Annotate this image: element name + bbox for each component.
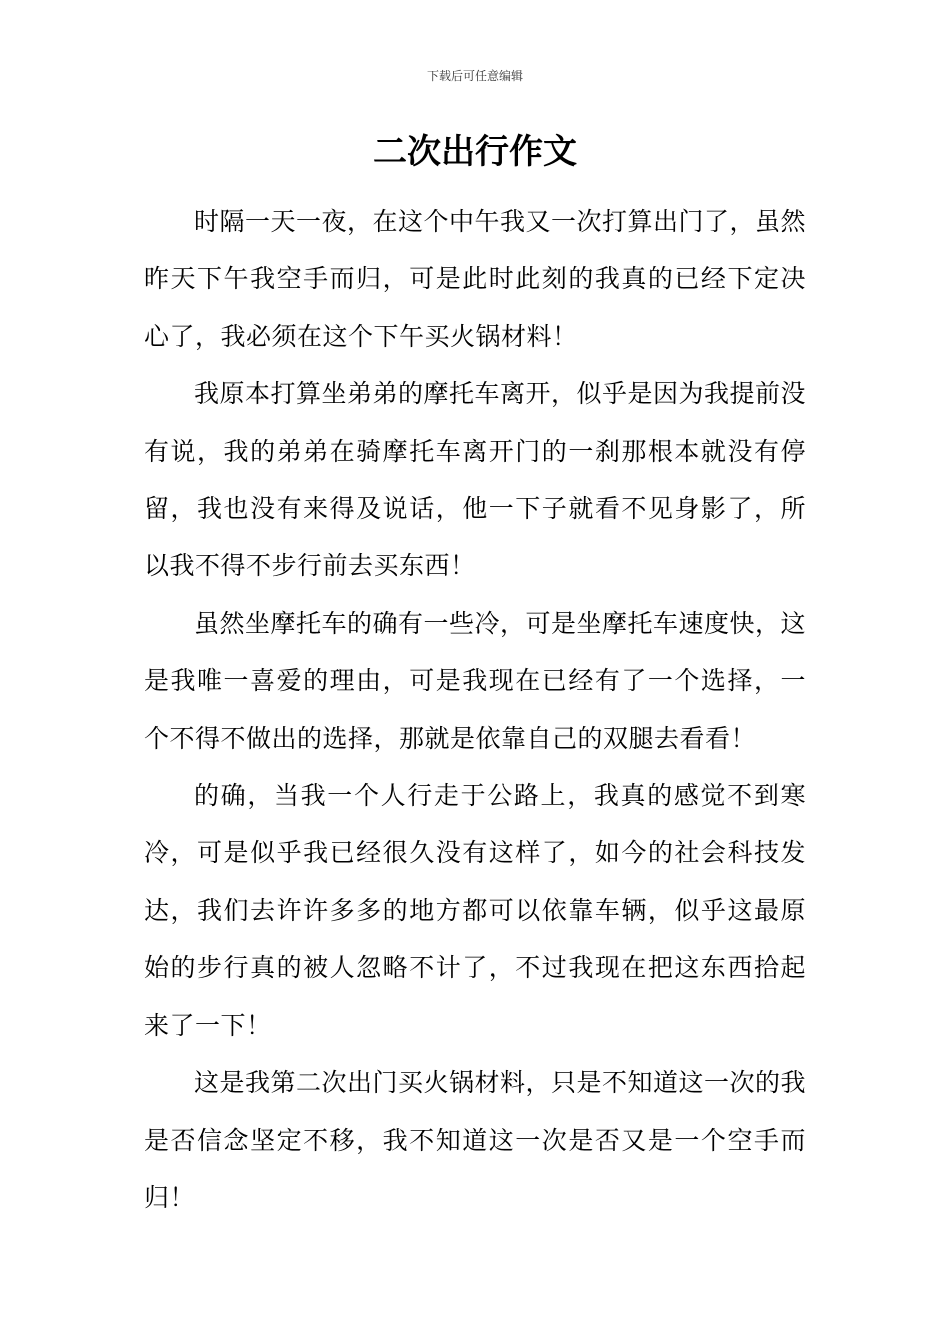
paragraph: 我原本打算坐弟弟的摩托车离开，似乎是因为我提前没有说，我的弟弟在骑摩托车离开门的一刹那根本就没有停留，我也没有来得及说话，他一下子就看不见身影了，所以我不得不步行前去买东西！ — [144, 379, 807, 581]
paragraph: 虽然坐摩托车的确有一些冷，可是坐摩托车速度快，这是我唯一喜爱的理由，可是我现在已经有了一个选择，一个不得不做出的选择，那就是依靠自己的双腿去看看！ — [144, 608, 807, 753]
paragraph: 这是我第二次出门买火锅材料，只是不知道这一次的我是否信念坚定不移，我不知道这一次是否又是一个空手而归！ — [144, 1068, 807, 1212]
paragraph: 时隔一天一夜，在这个中午我又一次打算出门了，虽然昨天下午我空手而归，可是此时此刻的我真的已经下定决心了，我必须在这个下午买火锅材料！ — [144, 207, 807, 351]
header-note: 下载后可任意编辑 — [426, 69, 523, 83]
paragraph: 的确，当我一个人行走于公路上，我真的感觉不到寒冷，可是似乎我已经很久没有这样了，如今的社会科技发达，我们去许许多多的地方都可以依靠车辆，似乎这最原始的步行真的被人忽略不计了，不过我现在把这东西拾起来了一下！ — [144, 781, 806, 1040]
document-body — [144, 193, 806, 1226]
page-title: 二次出行作文 — [373, 132, 577, 172]
